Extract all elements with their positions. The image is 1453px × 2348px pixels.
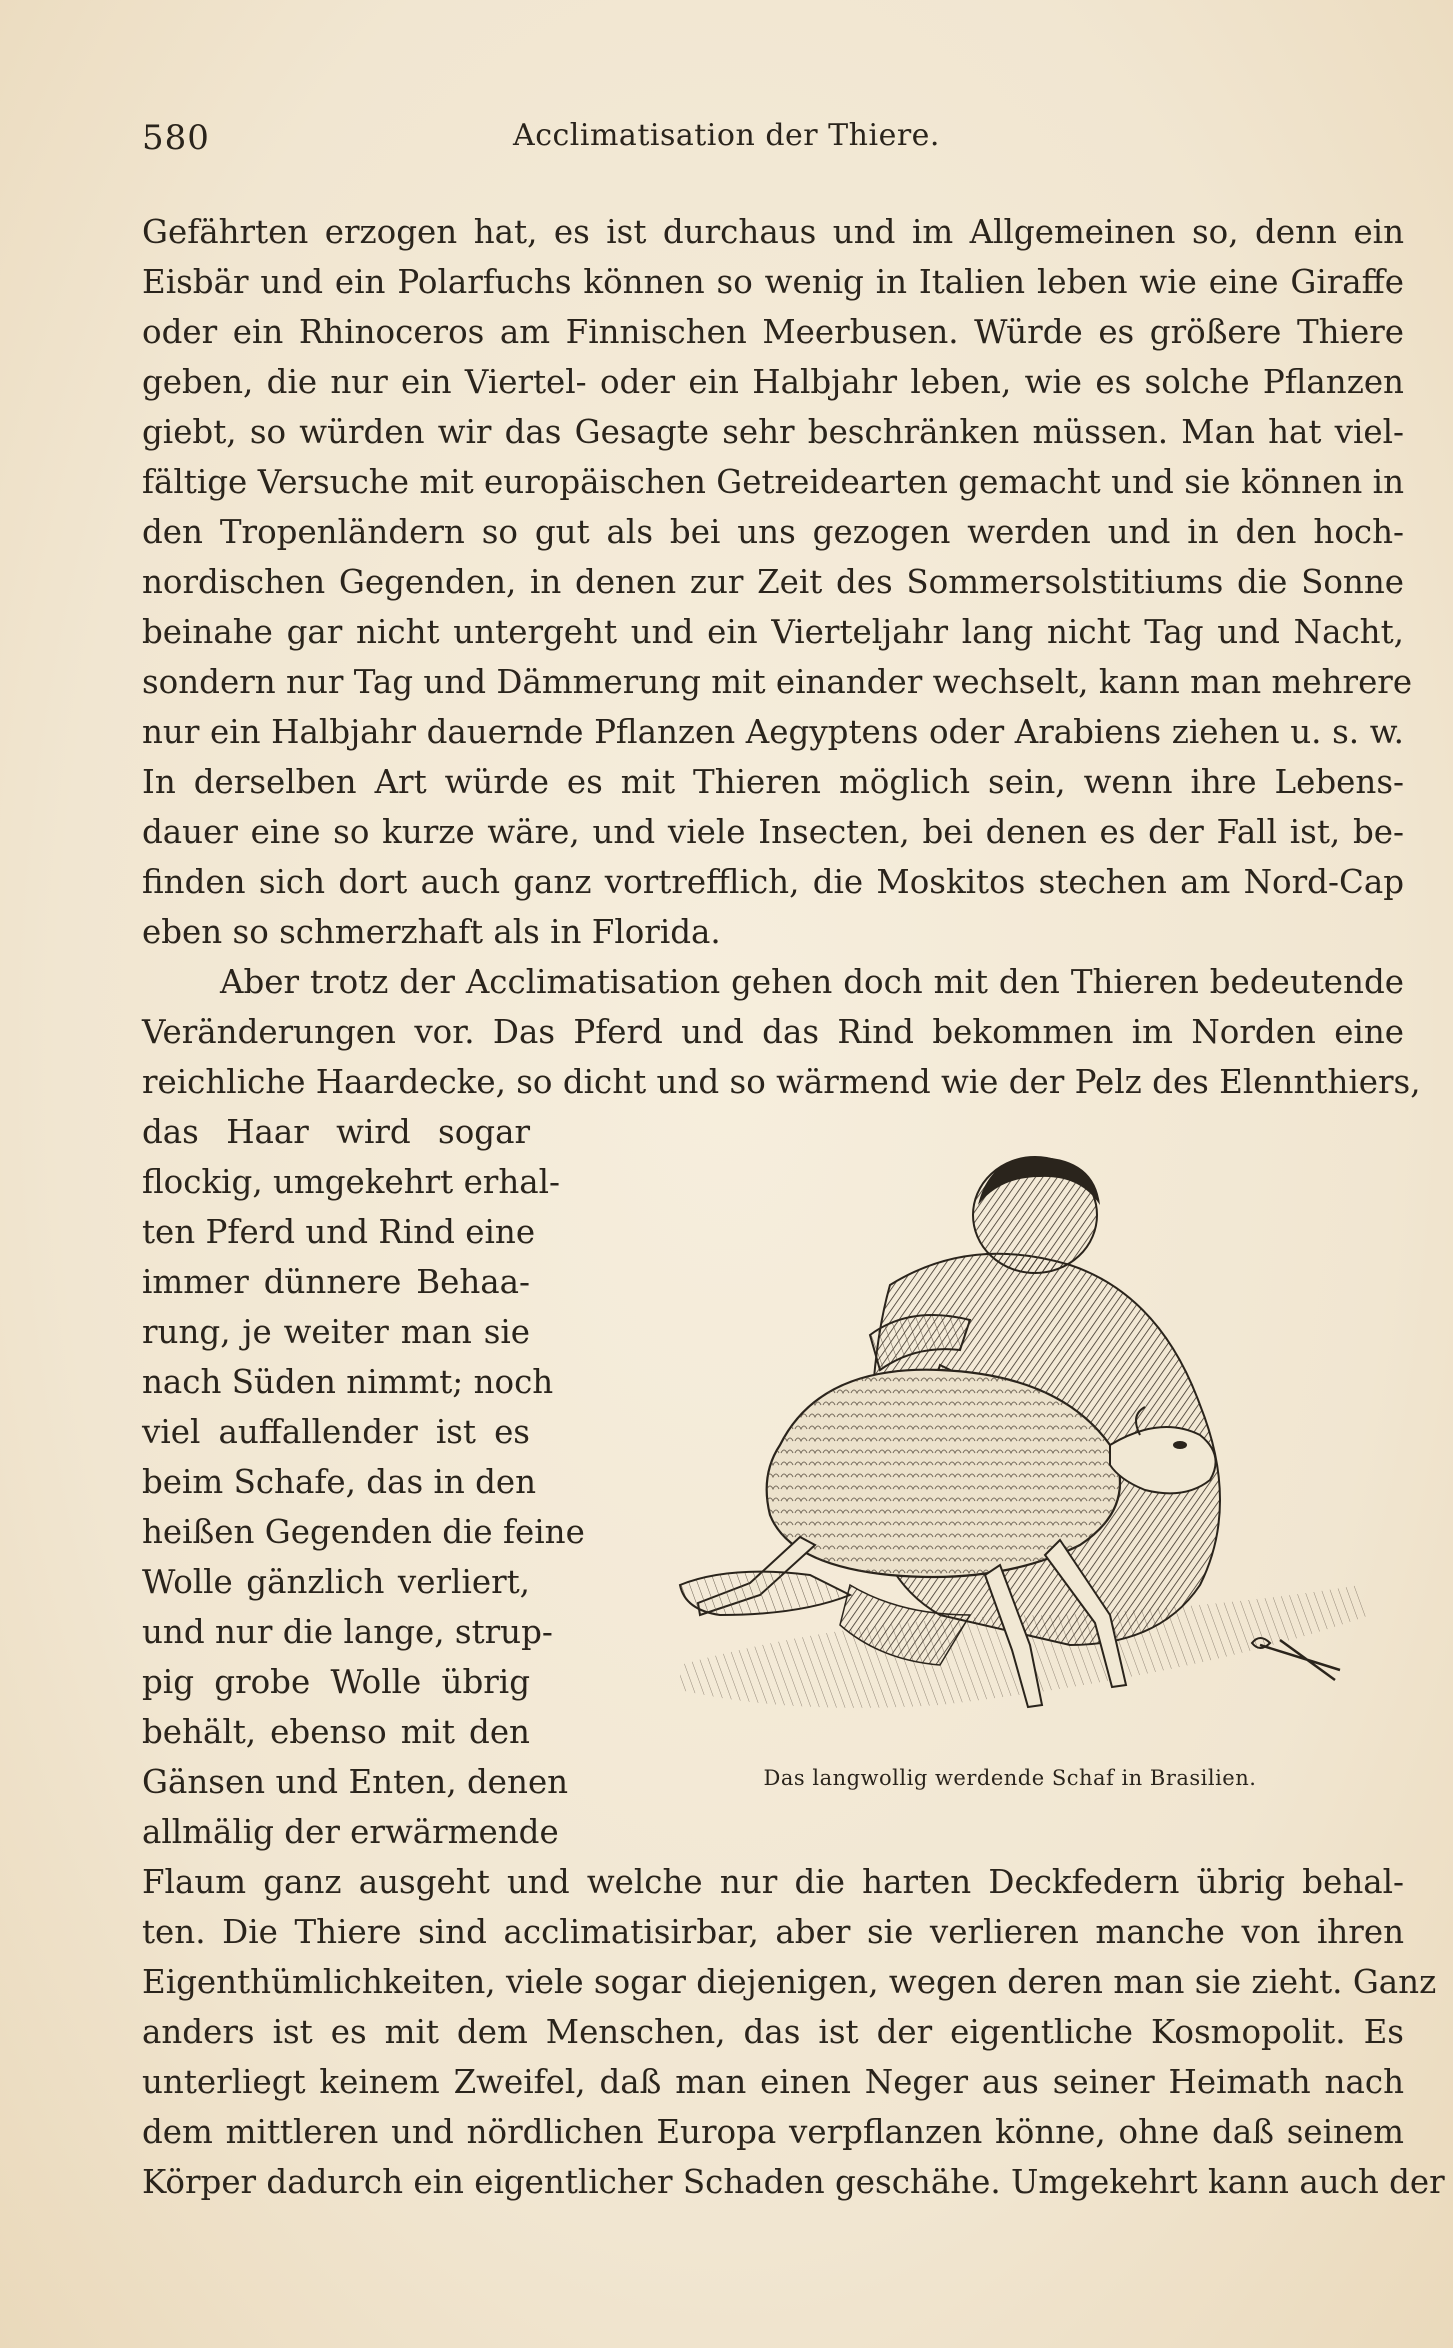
text-line: anders ist es mit dem Menschen, das ist der eigentliche Kosmopolit. Es (142, 2013, 1404, 2051)
text-line: flockig, umgekehrt erhal- (142, 1163, 561, 1201)
text-line: dem mittleren und nördlichen Europa verpflanzen könne, ohne daß seinem (142, 2113, 1404, 2151)
text-line: Eigenthümlichkeiten, viele sogar diejenigen, wegen deren man sie zieht. Ganz (142, 1963, 1437, 2001)
engraving-figure (640, 1145, 1380, 1735)
text-line: eben so schmerzhaft als in Florida. (142, 913, 721, 951)
text-line: dauer eine so kurze wäre, und viele Insecten, bei denen es der Fall ist, be- (142, 813, 1404, 851)
text-line: viel auffallender ist es (142, 1413, 530, 1451)
text-line: Gänsen und Enten, denen (142, 1763, 569, 1801)
text-line: immer dünnere Behaa- (142, 1263, 530, 1301)
text-line: Veränderungen vor. Das Pferd und das Rind bekommen im Norden eine (142, 1013, 1404, 1051)
text-line: nordischen Gegenden, in denen zur Zeit des Sommersolstitiums die Sonne (142, 563, 1404, 601)
text-line: heißen Gegenden die feine (142, 1513, 585, 1551)
text-line: Wolle gänzlich verliert, (142, 1563, 530, 1601)
text-line: Eisbär und ein Polarfuchs können so wenig in Italien leben wie eine Giraffe (142, 263, 1404, 301)
text-line: beim Schafe, das in den (142, 1463, 537, 1501)
text-line: Gefährten erzogen hat, es ist durchaus und im Allgemeinen so, denn ein (142, 213, 1404, 251)
shepherd-shearing-sheep-illustration (640, 1145, 1380, 1735)
text-line: ten Pferd und Rind eine (142, 1213, 536, 1251)
page-number: 580 (142, 118, 210, 158)
text-line: oder ein Rhinoceros am Finnischen Meerbusen. Würde es größere Thiere (142, 313, 1404, 351)
text-line: reichliche Haardecke, so dicht und so wärmend wie der Pelz des Elennthiers, (142, 1063, 1421, 1101)
text-line: Körper dadurch ein eigentlicher Schaden geschähe. Umgekehrt kann auch der (142, 2163, 1445, 2201)
text-line: geben, die nur ein Viertel- oder ein Halbjahr leben, wie es solche Pflanzen (142, 363, 1404, 401)
text-line: finden sich dort auch ganz vortrefflich, die Moskitos stechen am Nord-Cap (142, 863, 1404, 901)
text-line: allmälig der erwärmende (142, 1813, 559, 1851)
text-line: fältige Versuche mit europäischen Getreidearten gemacht und sie können in (142, 463, 1404, 501)
text-line: beinahe gar nicht untergeht und ein Vierteljahr lang nicht Tag und Nacht, (142, 613, 1404, 651)
text-line: und nur die lange, strup- (142, 1613, 553, 1651)
text-line: Aber trotz der Acclimatisation gehen doch mit den Thieren bedeutende (220, 963, 1404, 1001)
text-line: unterliegt keinem Zweifel, daß man einen Neger aus seiner Heimath nach (142, 2063, 1404, 2101)
text-line: nur ein Halbjahr dauernde Pflanzen Aegyptens oder Arabiens ziehen u. s. w. (142, 713, 1404, 751)
text-line: sondern nur Tag und Dämmerung mit einander wechselt, kann man mehrere (142, 663, 1413, 701)
text-line: pig grobe Wolle übrig (142, 1663, 530, 1701)
text-line: rung, je weiter man sie (142, 1313, 530, 1351)
text-line: nach Süden nimmt; noch (142, 1363, 554, 1401)
text-line: In derselben Art würde es mit Thieren möglich sein, wenn ihre Lebens- (142, 763, 1404, 801)
text-line: ten. Die Thiere sind acclimatisirbar, aber sie verlieren manche von ihren (142, 1913, 1404, 1951)
text-line: giebt, so würden wir das Gesagte sehr beschränken müssen. Man hat viel- (142, 413, 1404, 451)
running-title: Acclimatisation der Thiere. (513, 118, 940, 153)
figure-caption: Das langwollig werdende Schaf in Brasilien. (763, 1766, 1257, 1790)
text-line: den Tropenländern so gut als bei uns gezogen werden und in den hoch- (142, 513, 1404, 551)
text-line: behält, ebenso mit den (142, 1713, 530, 1751)
text-line: das Haar wird sogar (142, 1113, 530, 1151)
text-line: Flaum ganz ausgeht und welche nur die harten Deckfedern übrig behal- (142, 1863, 1404, 1901)
